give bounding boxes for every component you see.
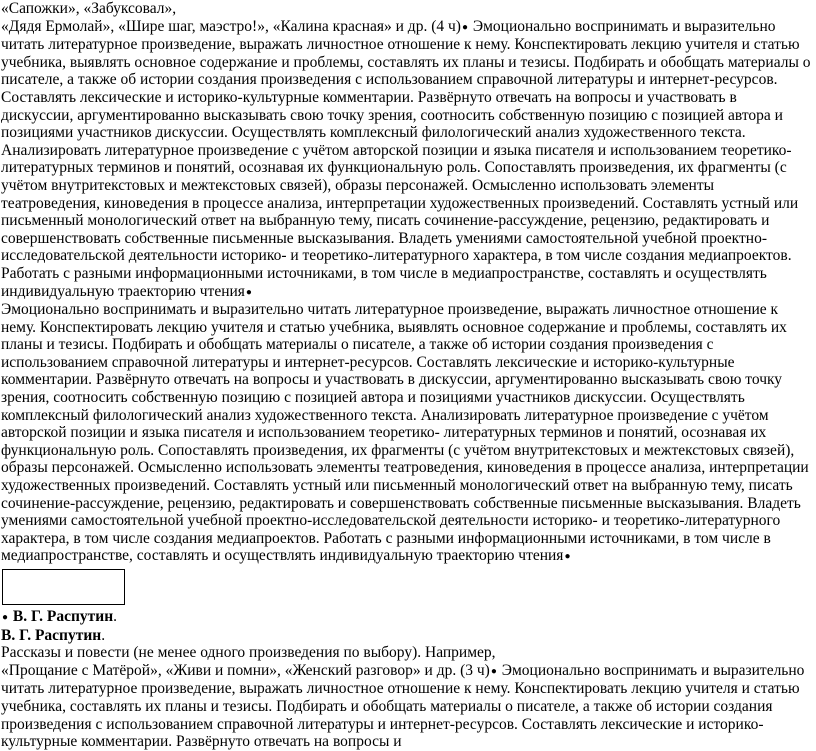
intro-text: Рассказы и повести (не менее одного произведения по выбору). Например, — [1, 644, 496, 662]
paragraph-stories-intro — [1, 644, 813, 662]
works-list-text: «Сапожки», «Забуксовал», — [1, 0, 177, 17]
activities-text: Эмоционально воспринимать и выразительно читать литературное произведение, выражать личностное отношение к нему. Конспектировать лекцию учителя и статью учебника, выявлять основное содержание и проблемы, составлять их планы и тезисы. Подбирать и обобщать материалы о писателе, а также об истории создания произведения с использованием справочной литературы и интернет-ресурсов. Составлять лексические и историко-культурные комментарии. Развёрнуто отвечать на вопросы и участвовать в дискуссии, аргументированно высказывать свою точку зрения, соотносить собственную позицию с позицией автора и позициями участников дискуссии. Осуществлять комплексный филологический анализ художественного текста. Анализировать литературное произведение с учётом авторской позиции и языка писателя и использованием теоретико-литературных терминов и понятий, осознавая их функциональную роль. Сопоставлять произведения, их фрагменты (с учётом внутритекстовых и межтекстовых связей), образы персонажей. Осмысленно использовать элементы театроведения, киноведения в процессе анализа, интерпретации художественных произведений. Составлять устный или письменный монологический ответ на выбранную тему, писать сочинение-рассуждение, рецензию, редактировать и совершенствовать собственные письменные высказывания. Владеть умениями самостоятельной учебной проектно-исследовательской деятельности историко- и теоретико-литературного характера, в том числе создания медиапроектов. Работать с разными информационными источниками, в том числе в медиапространстве, составлять и осуществлять индивидуальную траекторию чтения — [1, 17, 811, 300]
activities-text: Эмоционально воспринимать и выразительно читать литературное произведение, выражать личностное отношение к нему. Конспектировать лекцию учителя и статью учебника, составлять их планы и тезисы. Подбирать и обобщать материалы о писателе, а также об истории создания произведения с использованием справочной литературы и интернет-ресурсов. Составлять лексические и историко-культурные комментарии. Развёрнуто отвечать на вопросы и — [1, 661, 805, 751]
bullet-icon: ● — [2, 612, 9, 623]
empty-table-cell — [2, 569, 125, 605]
bullet-icon: ● — [461, 21, 468, 33]
author-heading: В. Г. Распутин — [12, 608, 114, 625]
heading-rasputin-bulleted — [1, 608, 813, 627]
works-list-text: «Прощание с Матёрой», «Живи и помни», «Женский разговор» и др. (3 ч) — [1, 661, 490, 679]
heading-dot: . — [113, 608, 118, 625]
bullet-icon: ● — [564, 551, 571, 563]
document-body — [1, 0, 813, 751]
text-line-works — [1, 0, 813, 18]
activities-text: Эмоционально воспринимать и выразительно читать литературное произведение, выражать личностное отношение к нему. Конспектировать лекцию учителя и статью учебника, выявлять основное содержание и проблемы, составлять их планы и тезисы. Подбирать и обобщать материалы о писателе, а также об истории создания произведения с использованием справочной литературы и интернет-ресурсов. Составлять лексические и историко-культурные комментарии. Развёрнуто отвечать на вопросы и участвовать в дискуссии, аргументированно высказывать свою точку зрения, соотносить собственную позицию с позицией автора и позициями участников дискуссии. Осуществлять комплексный филологический анализ художественного текста. Анализировать литературное произведение с учётом авторской позиции и языка писателя и использованием теоретико- литературных терминов и понятий, осознавая их функциональную роль. Сопоставлять произведения, их фрагменты (с учётом внутритекстовых и межтекстовых связей), образы персонажей. Осмысленно использовать элементы театроведения, киноведения в процессе анализа, интерпретации художественных произведений. Составлять устный или письменный монологический ответ на выбранную тему, писать сочинение-рассуждение, рецензию, редактировать и совершенствовать собственные письменные высказывания. Владеть умениями самостоятельной учебной проектно-исследовательской деятельности историко- и теоретико-литературного характера, в том числе создания медиапроектов. Работать с разными информационными источниками, в том числе в медиапространстве, составлять и осуществлять индивидуальную траекторию чтения — [1, 301, 809, 565]
heading-rasputin — [1, 627, 813, 645]
bullet-icon: ● — [490, 665, 497, 677]
works-list-text: «Дядя Ермолай», «Шире шаг, маэстро!», «Калина красная» и др. (4 ч) — [1, 17, 461, 35]
paragraph-rasputin-activities — [1, 662, 813, 751]
author-heading: В. Г. Распутин — [1, 626, 102, 644]
heading-dot: . — [101, 626, 106, 644]
paragraph-activities — [1, 301, 813, 566]
bullet-icon: ● — [245, 286, 252, 298]
paragraph-shukshin-activities — [1, 18, 813, 302]
